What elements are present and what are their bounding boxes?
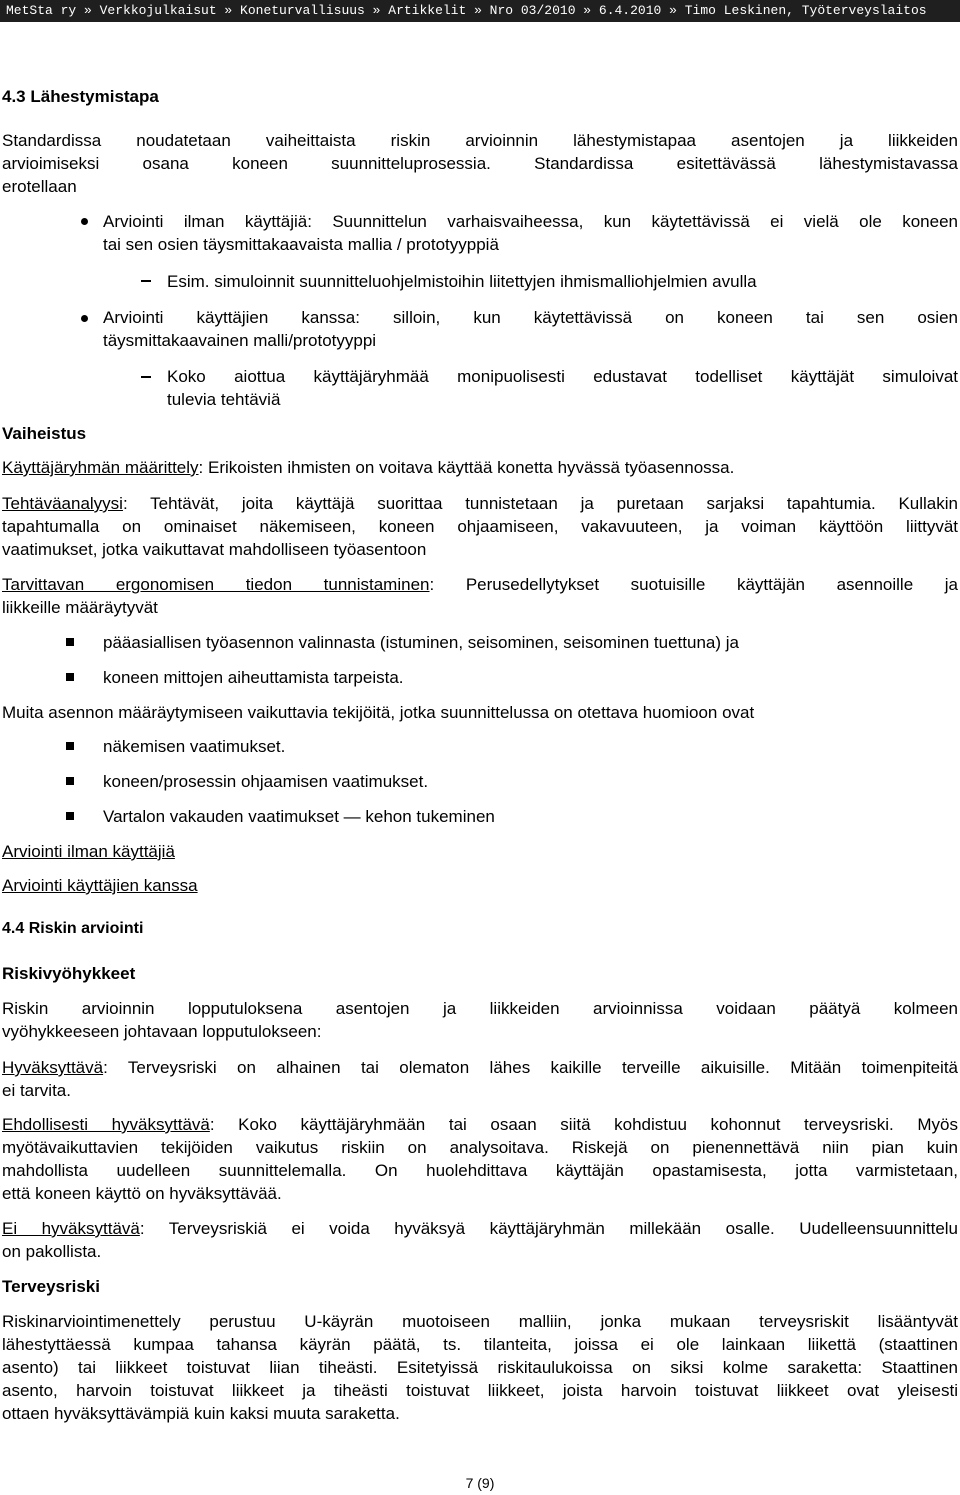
list-item: Esim. simuloinnit suunnitteluohjelmistoihin liitettyjen ihmismalliohjelmien avulla	[167, 272, 757, 291]
paragraph-line: erotellaan	[2, 177, 77, 196]
bullet-icon	[81, 315, 88, 322]
paragraph-line: Hyväksyttävä: Terveysriski on alhainen tai olematon lähes kaikille terveille aikuisille. Mitään toimenpiteitä	[2, 1058, 958, 1077]
paragraph-line: vyöhykkeeseen johtavaan lopputulokseen:	[2, 1022, 322, 1041]
list-item: tulevia tehtäviä	[167, 390, 281, 409]
subsection-heading: Terveysriski	[2, 1277, 100, 1296]
dash-icon	[141, 376, 151, 378]
section-heading: 4.4 Riskin arviointi	[2, 920, 144, 937]
paragraph-line: Tehtäväanalyysi: Tehtävät, joita käyttäjä suorittaa tunnistetaan ja puretaan sarjaksi tapahtumia. Kullakin	[2, 494, 958, 513]
paragraph-line: Ei hyväksyttävä: Terveysriskiä ei voida hyväksyä käyttäjäryhmän millekään osalle. Uudelleensuunnittelu	[2, 1219, 959, 1238]
bullet-icon	[81, 218, 88, 225]
page-number: 7 (9)	[465, 1475, 495, 1491]
section-heading: 4.3 Lähestymistapa	[2, 87, 159, 106]
list-item: Vartalon vakauden vaatimukset — kehon tukeminen	[103, 807, 495, 826]
paragraph-line: että koneen käyttö on hyväksyttävää.	[2, 1184, 282, 1203]
paragraph-line: Riskinarviointimenettely perustuu U-käyrän muotoiseen malliin, jonka mukaan terveysriskit lisääntyvät	[2, 1312, 958, 1331]
dash-icon	[141, 280, 151, 282]
list-item: näkemisen vaatimukset.	[103, 737, 286, 756]
paragraph-line: on pakollista.	[2, 1242, 102, 1261]
paragraph-line: Riskin arvioinnin lopputuloksena asentojen ja liikkeiden arvioinnissa voidaan päätyä kolmeen	[2, 999, 958, 1018]
square-bullet-icon	[66, 742, 74, 750]
square-bullet-icon	[66, 673, 74, 681]
paragraph-line: Käyttäjäryhmän määrittely: Erikoisten ihmisten on voitava käyttää konetta hyvässä työasennossa.	[2, 458, 735, 477]
list-item: koneen mittojen aiheuttamista tarpeista.	[103, 668, 404, 687]
paragraph-line: Muita asennon määräytymiseen vaikuttavia tekijöitä, jotka suunnittelussa on otettava huomioon ovat	[2, 703, 755, 722]
term-link[interactable]: Tarvittavan ergonomisen tiedon tunnistaminen	[2, 575, 430, 594]
subsection-heading: Riskivyöhykkeet	[2, 964, 136, 983]
paragraph-line: liikkeille määräytyvät	[2, 598, 158, 617]
term-link[interactable]: Hyväksyttävä	[2, 1058, 104, 1077]
list-item: pääasiallisen työasennon valinnasta (istuminen, seisominen, seisominen tuettuna) ja	[103, 633, 739, 652]
paragraph-line: arvioimiseksi osana koneen suunnitteluprosessia. Standardissa esitettävässä lähestymistavassa	[2, 154, 958, 173]
paragraph-line: tapahtumalla on ominaiset näkemiseen, koneen ohjaamiseen, vakavuuteen, ja voiman käyttöön liittyvät	[2, 517, 958, 536]
list-item: tai sen osien täysmittakaavaista mallia / prototyyppiä	[103, 235, 499, 254]
paragraph-line: mahdollista uudelleen suunnittelemalla. On huolehdittava käyttäjän opastamisesta, jotta varmistetaan,	[2, 1161, 958, 1180]
paragraph-line: asento, harvoin toistuvat liikkeet ja tiheästi toistuvat liikkeet, joista harvoin toistuvat liikkeet ovat yleisesti	[2, 1381, 958, 1400]
square-bullet-icon	[66, 812, 74, 820]
list-item: Arviointi ilman käyttäjiä: Suunnittelun varhaisvaiheessa, kun käytettävissä ei vielä ole koneen	[103, 212, 958, 231]
term-link[interactable]: Tehtäväanalyysi	[2, 494, 123, 513]
paragraph-line: vaatimukset, jotka vaikuttavat mahdolliseen työasentoon	[2, 540, 427, 559]
paragraph-line: lähestyttäessä kumpaa tahansa käyrän päätä, ts. tilanteita, joissa ei ole lainkaan liikettä (staattinen	[2, 1335, 958, 1354]
paragraph-line: myötävaikuttavien tekijöiden vaikutus riskiin on analysoitava. Riskejä on pienennettävä niin pian kuin	[2, 1138, 958, 1157]
term-link[interactable]: Ei hyväksyttävä	[2, 1219, 140, 1238]
assessment-link[interactable]: Arviointi käyttäjien kanssa	[2, 876, 198, 895]
paragraph-line: Ehdollisesti hyväksyttävä: Koko käyttäjäryhmään tai osaan siitä kohdistuu kohonnut terveysriski. Myös	[2, 1115, 958, 1134]
list-item: Arviointi käyttäjien kanssa: silloin, kun käytettävissä on koneen tai sen osien	[103, 308, 958, 327]
paragraph-line: Tarvittavan ergonomisen tiedon tunnistaminen: Perusedellytykset suotuisille käyttäjän asennoille ja	[2, 575, 958, 594]
paragraph-line: asento) tai liikkeet toistuvat liian tiheästi. Esitetyissä riskitaulukoissa on siksi kolme saraketta: Staattinen	[2, 1358, 958, 1377]
assessment-link[interactable]: Arviointi ilman käyttäjiä	[2, 842, 175, 861]
list-item: täysmittakaavainen malli/prototyyppi	[103, 331, 377, 350]
square-bullet-icon	[66, 638, 74, 646]
term-link[interactable]: Ehdollisesti hyväksyttävä	[2, 1115, 210, 1134]
square-bullet-icon	[66, 777, 74, 785]
list-item: koneen/prosessin ohjaamisen vaatimukset.	[103, 772, 429, 791]
breadcrumb[interactable]: MetSta ry » Verkkojulkaisut » Koneturvallisuus » Artikkelit » Nro 03/2010 » 6.4.2010 » Timo Leskinen, Työterveyslaitos	[0, 0, 960, 22]
paragraph-line: ei tarvita.	[2, 1081, 71, 1100]
list-item: Koko aiottua käyttäjäryhmää monipuolisesti edustavat todelliset käyttäjät simuloivat	[167, 367, 958, 386]
section-heading: Vaiheistus	[2, 424, 87, 443]
paragraph-line: ottaen hyväksyttävämpiä kuin kaksi muuta saraketta.	[2, 1404, 400, 1423]
term-link[interactable]: Käyttäjäryhmän määrittely	[2, 458, 199, 477]
paragraph-line: Standardissa noudatetaan vaiheittaista riskin arvioinnin lähestymistapaa asentojen ja liikkeiden	[2, 131, 958, 150]
